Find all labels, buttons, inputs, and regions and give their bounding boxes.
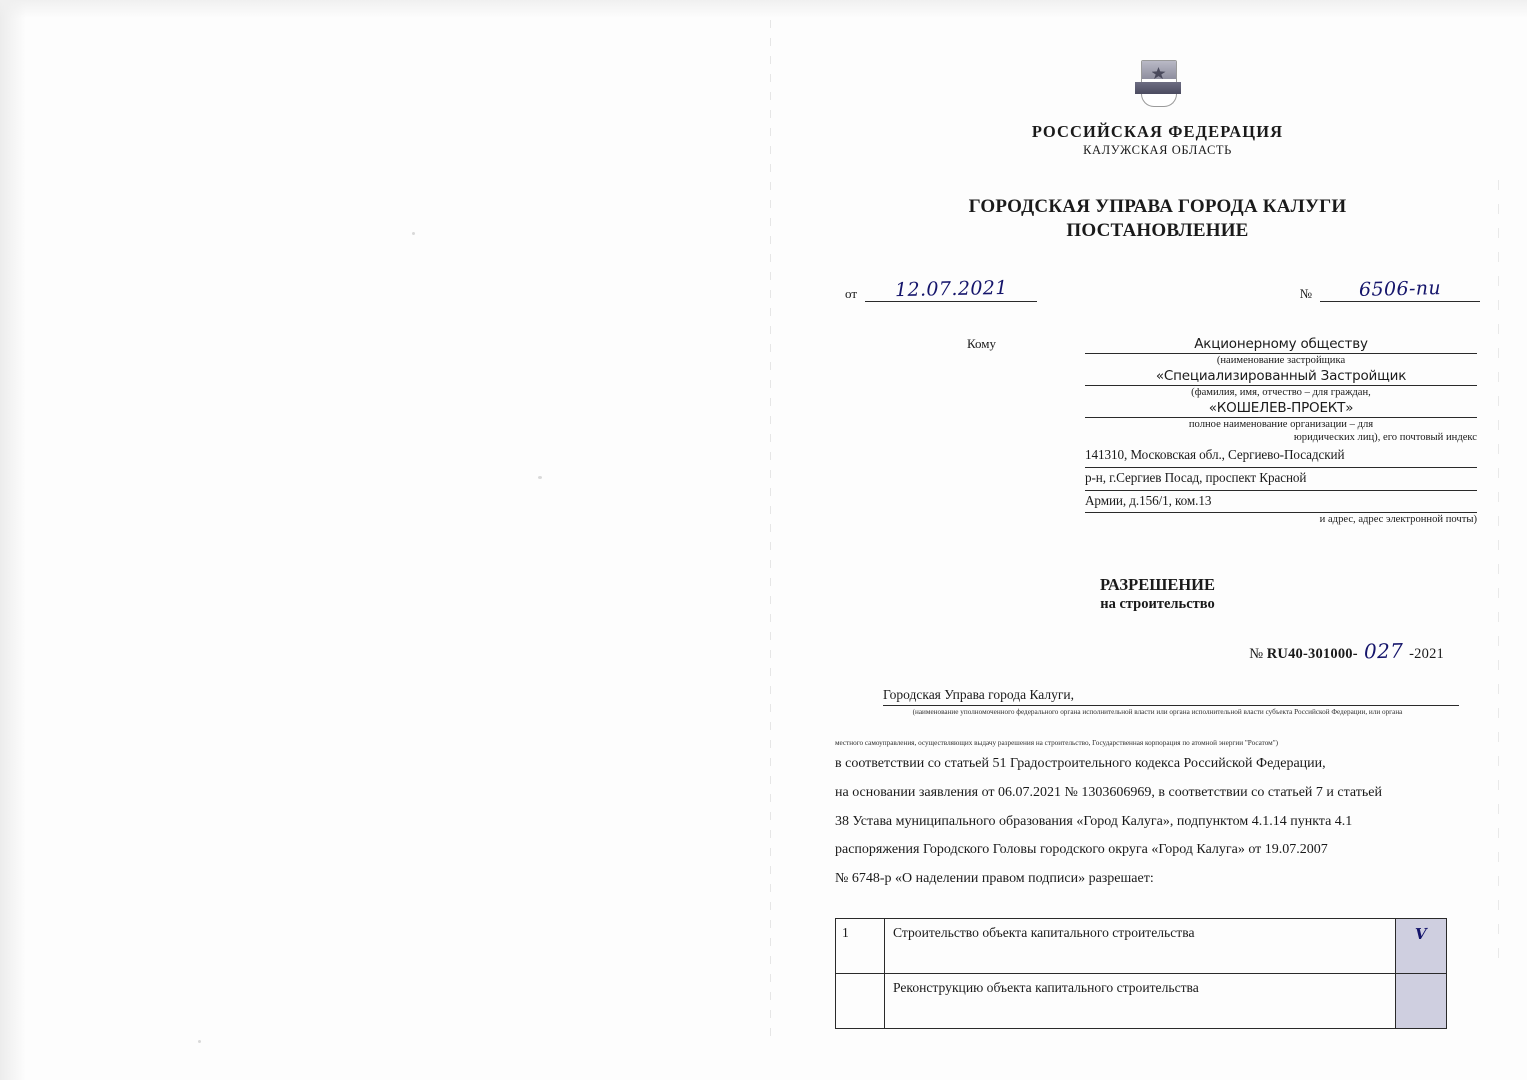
date-number-row	[835, 278, 1480, 302]
scan-edge-top	[0, 0, 1527, 18]
number-value: 6506-пи	[1358, 277, 1442, 301]
addressee-note-4: юридических лиц), его почтовый индекс	[1293, 432, 1477, 443]
addressee-address-line-2: р-н, г.Сергиев Посад, проспект Красной	[1085, 468, 1477, 491]
addressee-line-3: «КОШЕЛЕВ-ПРОЕКТ»	[1085, 400, 1477, 418]
table-row-checkbox[interactable]	[1396, 918, 1447, 973]
federation-title: РОССИЙСКАЯ ФЕДЕРАЦИЯ	[1031, 122, 1284, 141]
coat-of-arms-icon	[835, 60, 1480, 116]
table-row-number	[836, 973, 885, 1028]
body-paragraph: на основании заявления от 06.07.2021 № 1303606969, в соответствии со статьей 7 и статьей	[835, 785, 1382, 801]
body-paragraph: распоряжения Городского Головы городского округа «Город Калуга» от 19.07.2007	[835, 842, 1328, 858]
issuing-organ-note-2: местного самоуправления, осуществляющих выдачу разрешения на строительство, Государственная корпорация по атомной энергии "Росатом")	[835, 739, 1279, 748]
table-row-text: Строительство объекта капитального строительства	[885, 918, 1396, 973]
permission-number-label: №	[1249, 646, 1264, 663]
date-label: от	[845, 286, 858, 301]
date-value: 12.07.2021	[894, 276, 1008, 302]
date-field	[865, 278, 1037, 302]
addressee-note-5: и адрес, адрес электронной почты)	[1319, 514, 1477, 526]
region-subtitle: КАЛУЖСКАЯ ОБЛАСТЬ	[1083, 143, 1232, 157]
addressee-address-line-1: 141310, Московская обл., Сергиево-Посадский	[1085, 445, 1477, 468]
number-label: №	[1299, 286, 1312, 301]
scan-fold-line	[770, 20, 771, 1040]
scan-speck	[538, 476, 542, 479]
number-field	[1320, 278, 1480, 302]
addressee-label: Кому	[967, 336, 997, 351]
addressee-line-2: «Специализированный Застройщик	[1085, 368, 1477, 386]
permission-number-row	[835, 639, 1480, 663]
document-content	[835, 60, 1480, 1029]
issuing-organ: Городская Управа города Калуги,	[883, 687, 1459, 706]
scan-edge-left	[0, 0, 26, 1080]
addressee-address-line-3: Армии, д.156/1, ком.13	[1085, 491, 1477, 514]
body-text	[835, 750, 1480, 893]
addressee-note-1: (наименование застройщика	[1216, 355, 1346, 366]
organization-title: ГОРОДСКАЯ УПРАВА ГОРОДА КАЛУГИ	[968, 196, 1347, 217]
addressee-note-2: (фамилия, имя, отчество – для граждан,	[1191, 387, 1371, 398]
scan-speck	[412, 232, 415, 235]
permission-title: РАЗРЕШЕНИЕ	[1099, 575, 1216, 595]
permission-scope-table	[835, 918, 1447, 1029]
body-paragraph: в соответствии со статьей 51 Градостроительного кодекса Российской Федерации,	[835, 756, 1326, 772]
addressee-line-1: Акционерному обществу	[1085, 336, 1477, 354]
table-row	[836, 973, 1447, 1028]
table-row	[836, 918, 1447, 973]
checkmark-icon: V	[1414, 924, 1428, 943]
permission-subtitle: на строительство	[1100, 596, 1215, 613]
permission-number-hand: 027	[1363, 638, 1404, 664]
permission-number-prefix: RU40-301000-	[1266, 646, 1358, 663]
scan-speck	[198, 1040, 201, 1043]
addressee-block	[967, 336, 1477, 526]
table-row-text: Реконструкцию объекта капитального строительства	[885, 973, 1396, 1028]
permission-number-suffix: -2021	[1409, 646, 1444, 663]
document-kind: ПОСТАНОВЛЕНИЕ	[1066, 220, 1249, 241]
table-row-number: 1	[836, 918, 885, 973]
issuing-organ-note-1: (наименование уполномоченного федерального органа исполнительной власти или органа исполнительной власти субъекта Российской Федерации, или органа	[912, 708, 1403, 717]
scan-fold-line-right	[1498, 180, 1499, 960]
table-row-checkbox[interactable]	[1396, 973, 1447, 1028]
body-paragraph: 38 Устава муниципального образования «Город Калуга», подпунктом 4.1.14 пункта 4.1	[835, 813, 1353, 829]
addressee-note-3: полное наименование организации – для	[1188, 419, 1374, 430]
body-paragraph: № 6748-р «О наделении правом подписи» разрешает:	[835, 871, 1154, 887]
